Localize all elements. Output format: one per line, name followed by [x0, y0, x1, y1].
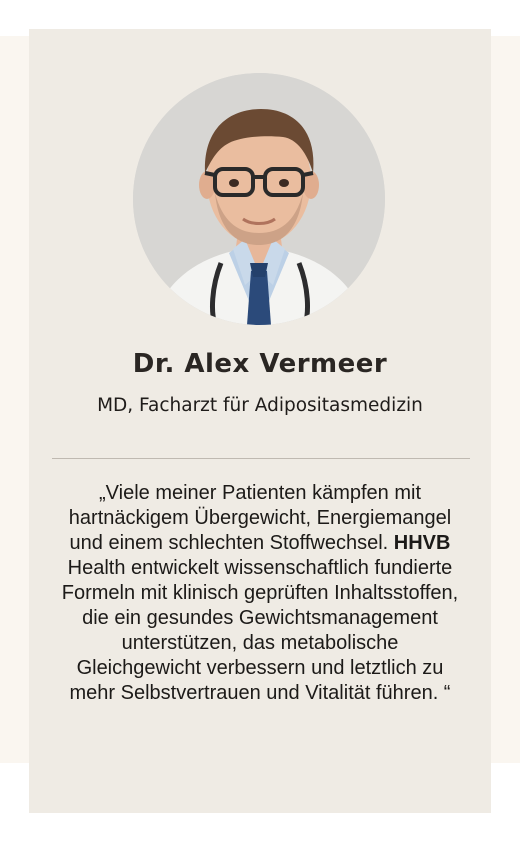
divider: [52, 458, 470, 459]
quote-text-start: „Viele meiner Patienten kämpfen mit hartnäckigem Übergewicht, Energiemangel und einem schlechten Stoffwechsel.: [68, 482, 452, 554]
doctor-avatar: [133, 73, 385, 325]
testimonial-quote: [59, 481, 461, 706]
doctor-portrait-icon: [133, 73, 385, 325]
brand-name: HHVB: [393, 532, 451, 554]
testimonial-card: [29, 29, 491, 813]
doctor-name: Dr. Alex Vermeer: [132, 349, 388, 379]
doctor-credentials: MD, Facharzt für Adipositasmedizin: [97, 395, 423, 416]
quote-text-end: Health entwickelt wissenschaftlich fundierte Formeln mit klinisch geprüften Inhaltsstoffen, die ein gesundes Gewichtsmanagement unterstützen, das metabolische Gleichgewicht verbessern und letztlich zu mehr Selbstvertrauen und Vitalität führen. “: [61, 557, 459, 704]
